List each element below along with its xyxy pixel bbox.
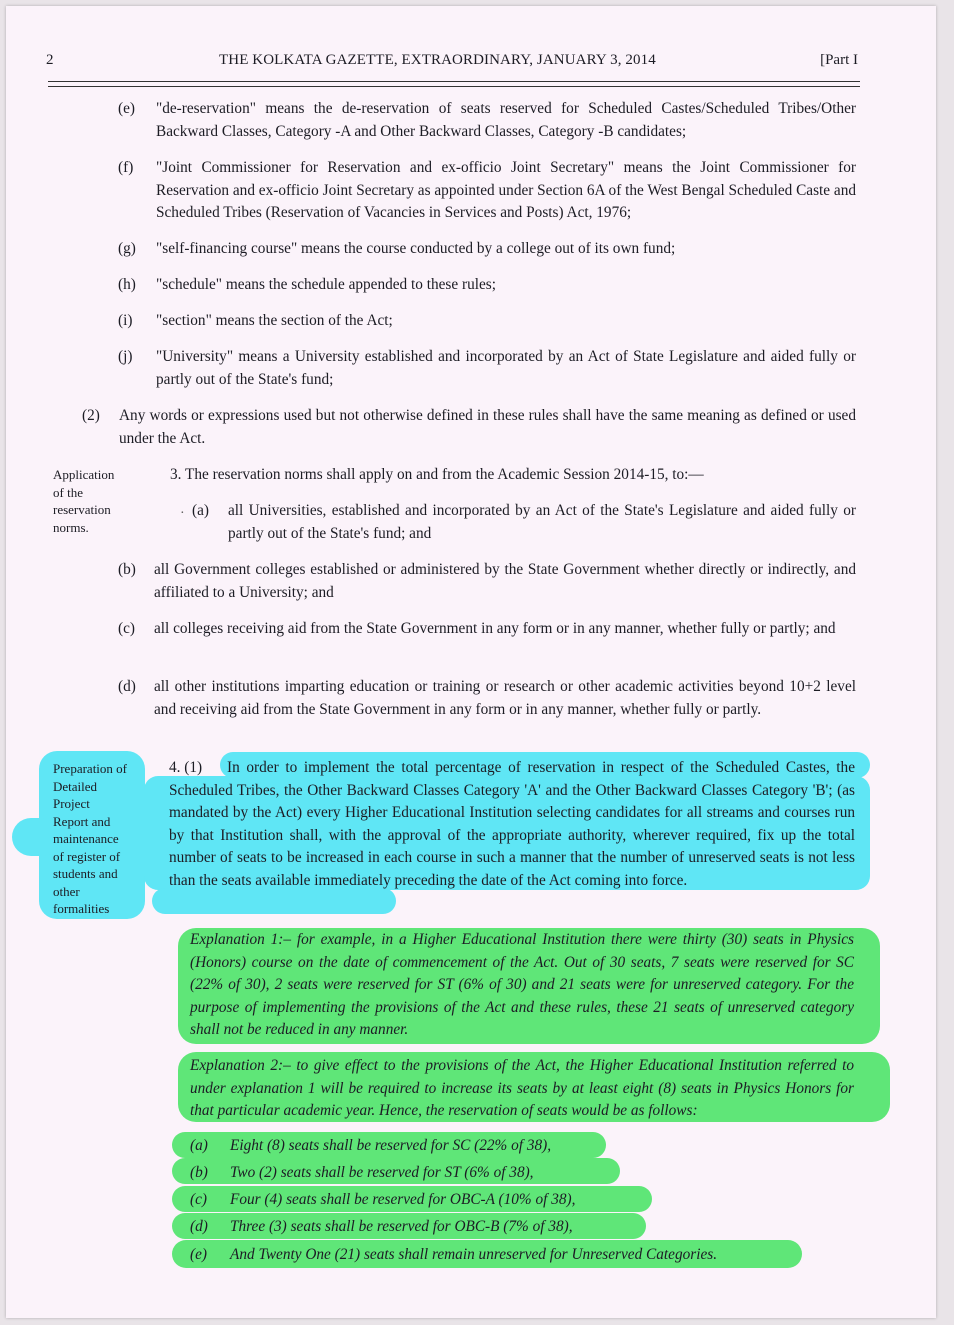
pencil-mark: · [180, 506, 185, 521]
rule3-item-d [118, 676, 856, 721]
definition-text: "section" means the section of the Act; [156, 312, 393, 329]
rule3-item-a [192, 500, 856, 545]
rule4-label: 4. (1) [169, 759, 203, 776]
header-rule-top [48, 81, 860, 82]
seat-item-c [190, 1189, 850, 1211]
margin-note-line: of register of [53, 848, 121, 864]
definition-label: (f) [118, 159, 134, 176]
rule3-item-text: all colleges receiving aid from the State Government in any form or in any manner, whether fully or partly; and [154, 620, 836, 637]
explanation-1 [190, 929, 854, 1042]
clause-label: (2) [82, 407, 100, 424]
margin-note-line: of the [53, 484, 83, 500]
seat-item-text: And Twenty One (21) seats shall remain unreserved for Unreserved Categories. [230, 1246, 718, 1263]
definition-label: (j) [118, 348, 133, 365]
rule3-item-label: (c) [118, 620, 135, 637]
part-label: [Part I [820, 52, 858, 68]
margin-note-line: reservation [53, 502, 111, 517]
margin-note-line: Detailed [53, 778, 98, 794]
seat-item-text: Three (3) seats shall be reserved for OBC-B (7% of 38), [230, 1218, 573, 1235]
rule3-item-c [118, 618, 856, 641]
definition-text: "Joint Commissioner for Reservation and ex-officio Joint Secretary" means the Joint Commissioner for Reservation and ex-officio Joint Secretary as appointed under Section 6A of the West Bengal Scheduled Caste and Scheduled Tribes (Reservation of Vacancies in Services and Posts) Act, 1976; [156, 159, 856, 221]
seat-item-e [190, 1244, 850, 1266]
rule3-item-label: (d) [118, 678, 136, 695]
margin-note-line: other [53, 883, 80, 899]
rule3-intro [170, 464, 856, 487]
header-rule-bottom [48, 86, 860, 87]
seat-item-b [190, 1162, 850, 1184]
seat-item-label: (c) [190, 1191, 207, 1208]
seat-item-a [190, 1135, 850, 1157]
gazette-page [6, 6, 936, 1318]
rule3-item-text: all Government colleges established or administered by the State Government whether directly or indirectly, and affiliated to a University; and [154, 561, 856, 601]
gazette-title: THE KOLKATA GAZETTE, EXTRAORDINARY, JANUARY 3, 2014 [219, 52, 656, 68]
margin-note-line: Project [53, 796, 90, 811]
margin-note-line: Preparation of [53, 761, 128, 776]
margin-note-rule3 [53, 466, 114, 536]
seat-item-label: (d) [190, 1218, 208, 1235]
margin-note-rule4 [53, 760, 127, 918]
rule3-item-text: all Universities, established and incorporated by an Act of the State's Legislature and aided fully or partly out of the State's fund; and [228, 502, 856, 542]
rule3-item-text: all other institutions imparting education or training or research or other academic activities beyond 10+2 level and receiving aid from the State Government in any form or in any manner, whether fully or partly. [154, 678, 856, 718]
definition-text: "schedule" means the schedule appended to these rules; [156, 276, 496, 293]
margin-note-line: maintenance [53, 831, 119, 846]
rule4-text: In order to implement the total percentage of reservation in respect of the Scheduled Castes, the Scheduled Tribes, the Other Backward Classes Category 'A' and the Other Backward Classes Category 'B'; (as mandated by the Act) every Higher Educational Institution selecting candidates for all streams and courses run by that Institution shall, with the approval of the appropriate authority, wherever required, fix up the total number of seats to be increased in each course in such a manner that the number of unreserved seats is not less than the seats available immediately preceding the date of the Act coming into force. [169, 759, 855, 889]
definition-label: (i) [118, 312, 133, 329]
margin-note-line: formalities [53, 901, 110, 916]
definition-e [118, 98, 856, 143]
definition-text: "self-financing course" means the course conducted by a college out of its own fund; [156, 240, 676, 257]
seat-item-d [190, 1216, 850, 1238]
explanation-2 [190, 1055, 854, 1123]
seat-item-text: Two (2) seats shall be reserved for ST (6% of 38), [230, 1164, 534, 1181]
seat-item-label: (a) [190, 1137, 208, 1154]
seat-item-label: (e) [190, 1246, 207, 1263]
seat-item-label: (b) [190, 1164, 208, 1181]
definition-text: "University" means a University established and incorporated by an Act of State Legislature and aided fully or partly out of the State's fund; [156, 348, 856, 388]
definition-label: (g) [118, 240, 136, 257]
definition-f [118, 157, 856, 225]
seat-item-text: Four (4) seats shall be reserved for OBC-A (10% of 38), [230, 1191, 576, 1208]
definition-text: "de-reservation" means the de-reservation of seats reserved for Scheduled Castes/Scheduled Tribes/Other Backward Classes, Category -A and Other Backward Classes, Category -B candidates; [156, 100, 856, 140]
rule3-item-label: (a) [192, 502, 209, 519]
margin-note-line: students and [53, 866, 118, 881]
definition-j [118, 346, 856, 391]
page-number: 2 [46, 52, 54, 68]
definition-i [118, 310, 856, 333]
rule3-intro-text: 3. The reservation norms shall apply on and from the Academic Session 2014-15, to:— [170, 466, 704, 483]
rule3-item-label: (b) [118, 561, 136, 578]
rule4-clause1 [169, 757, 855, 892]
margin-note-line: Report and [53, 813, 111, 829]
explanation-2-text: Explanation 2:– to give effect to the provisions of the Act, the Higher Educational Institution referred to under explanation 1 will be required to increase its seats by at least eight (8) seats in Physics Honors for that particular academic year. Hence, the reservation of seats would be as follows: [190, 1057, 854, 1119]
definition-h [118, 274, 856, 297]
definition-label: (h) [118, 276, 136, 293]
seat-item-text: Eight (8) seats shall be reserved for SC (22% of 38), [230, 1137, 552, 1154]
margin-note-line: Application [53, 467, 115, 482]
clause-2 [82, 405, 856, 450]
definition-g [118, 238, 856, 261]
explanation-1-text: Explanation 1:– for example, in a Higher Educational Institution there were thirty (30) seats in Physics (Honors) course on the date of commencement of the Act. Out of 30 seats, 7 seats were reserved for SC (22% of 30), 2 seats were reserved for ST (6% of 30) and 21 seats were for unreserved category. For the purpose of implementing the provisions of the Act and these rules, these 21 seats of unreserved category shall not be reduced in any manner. [190, 931, 854, 1038]
rule3-item-b [118, 559, 856, 604]
definition-label: (e) [118, 100, 135, 117]
clause-text: Any words or expressions used but not otherwise defined in these rules shall have the same meaning as defined or used under the Act. [119, 407, 856, 447]
page-header [46, 52, 858, 74]
margin-note-line: norms. [53, 519, 89, 535]
